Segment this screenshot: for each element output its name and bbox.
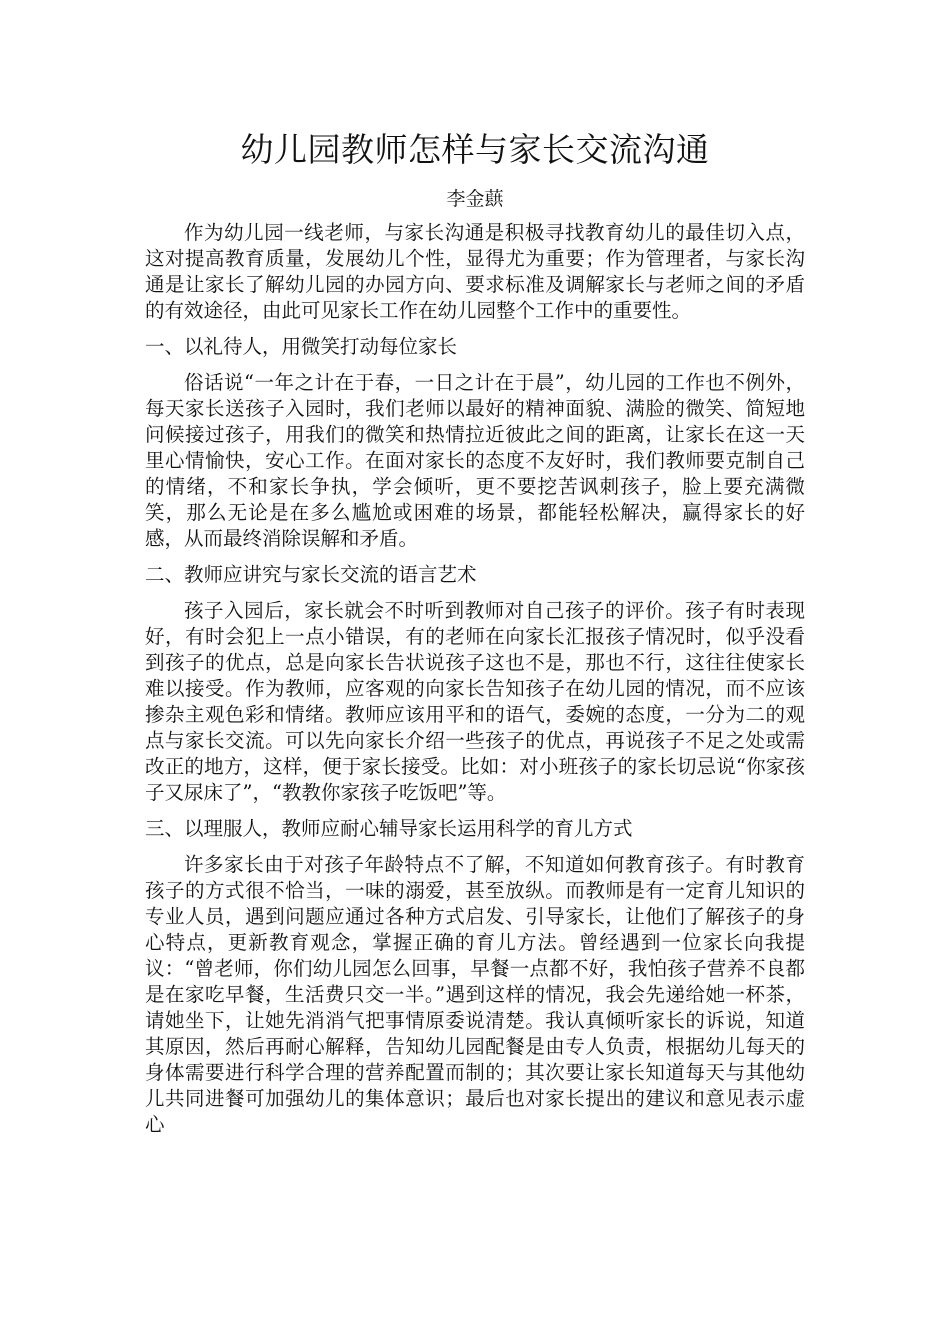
document-author: 李金蕻 — [446, 188, 504, 210]
section-2-paragraph: 孩子入园后，家长就会不时听到教师对自己孩子的评价。孩子有时表现好，有时会犯上一点小错误，有的老师在向家长汇报孩子情况时，似乎没看到孩子的优点，总是向家长告状说孩子这也不是，那也不行，这往往使家长难以接受。作为教师，应客观的向家长告知孩子在幼儿园的情况，而不应该掺杂主观色彩和情绪。教师应该用平和的语气，委婉的态度，一分为二的观点与家长交流。可以先向家长介绍一些孩子的优点，再说孩子不足之处或需改正的地方，这样，便于家长接受。比如：对小班孩子的家长切忌说“你家孩子又尿床了”，“教教你家孩子吃饭吧”等。 — [145, 599, 805, 804]
section-3-paragraph: 许多家长由于对孩子年龄特点不了解，不知道如何教育孩子。有时教育孩子的方式很不恰当，一味的溺爱，甚至放纵。而教师是有一定育儿知识的专业人员，遇到问题应通过各种方式启发、引导家长，让他们了解孩子的身心特点，更新教育观念，掌握正确的育儿方法。曾经遇到一位家长向我提议：“曾老师，你们幼儿园怎么回事，早餐一点都不好，我怕孩子营养不良都是在家吃早餐，生活费只交一半。”遇到这样的情况，我会先递给她一杯茶，请她坐下，让她先消消气把事情原委说清楚。我认真倾听家长的诉说，知道其原因，然后再耐心解释，告知幼儿园配餐是由专人负责，根据幼儿每天的身体需要进行科学合理的营养配置而制的；其次要让家长知道每天与其他幼儿共同进餐可加强幼儿的集体意识；最后也对家长提出的建议和意见表示虚心 — [145, 853, 805, 1136]
document-title: 幼儿园教师怎样与家长交流沟通 — [240, 130, 710, 169]
intro-paragraph: 作为幼儿园一线老师，与家长沟通是积极寻找教育幼儿的最佳切入点，这对提高教育质量，发展幼儿个性，显得尤为重要；作为管理者，与家长沟通是让家长了解幼儿园的办园方向、要求标准及调解家长与老师之间的矛盾的有效途径，由此可见家长工作在幼儿园整个工作中的重要性。 — [145, 221, 805, 322]
section-1-paragraph: 俗话说“一年之计在于春，一日之计在于晨”，幼儿园的工作也不例外，每天家长送孩子入园时，我们老师以最好的精神面貌、满脸的微笑、简短地问候接过孩子，用我们的微笑和热情拉近彼此之间的距离，让家长在这一天里心情愉快，安心工作。在面对家长的态度不友好时，我们教师要克制自己的情绪，不和家长争执，学会倾听，更不要挖苦讽刺孩子，脸上要充满微笑，那么无论是在多么尴尬或困难的场景，都能轻松解决，赢得家长的好感，从而最终消除误解和矛盾。 — [145, 371, 805, 550]
section-3-heading: 三、以理服人，教师应耐心辅导家长运用科学的育儿方式 — [145, 817, 633, 840]
section-2-heading: 二、教师应讲究与家长交流的语言艺术 — [145, 563, 477, 586]
document-page — [145, 128, 805, 1138]
section-1-heading: 一、以礼待人，用微笑打动每位家长 — [145, 335, 458, 358]
